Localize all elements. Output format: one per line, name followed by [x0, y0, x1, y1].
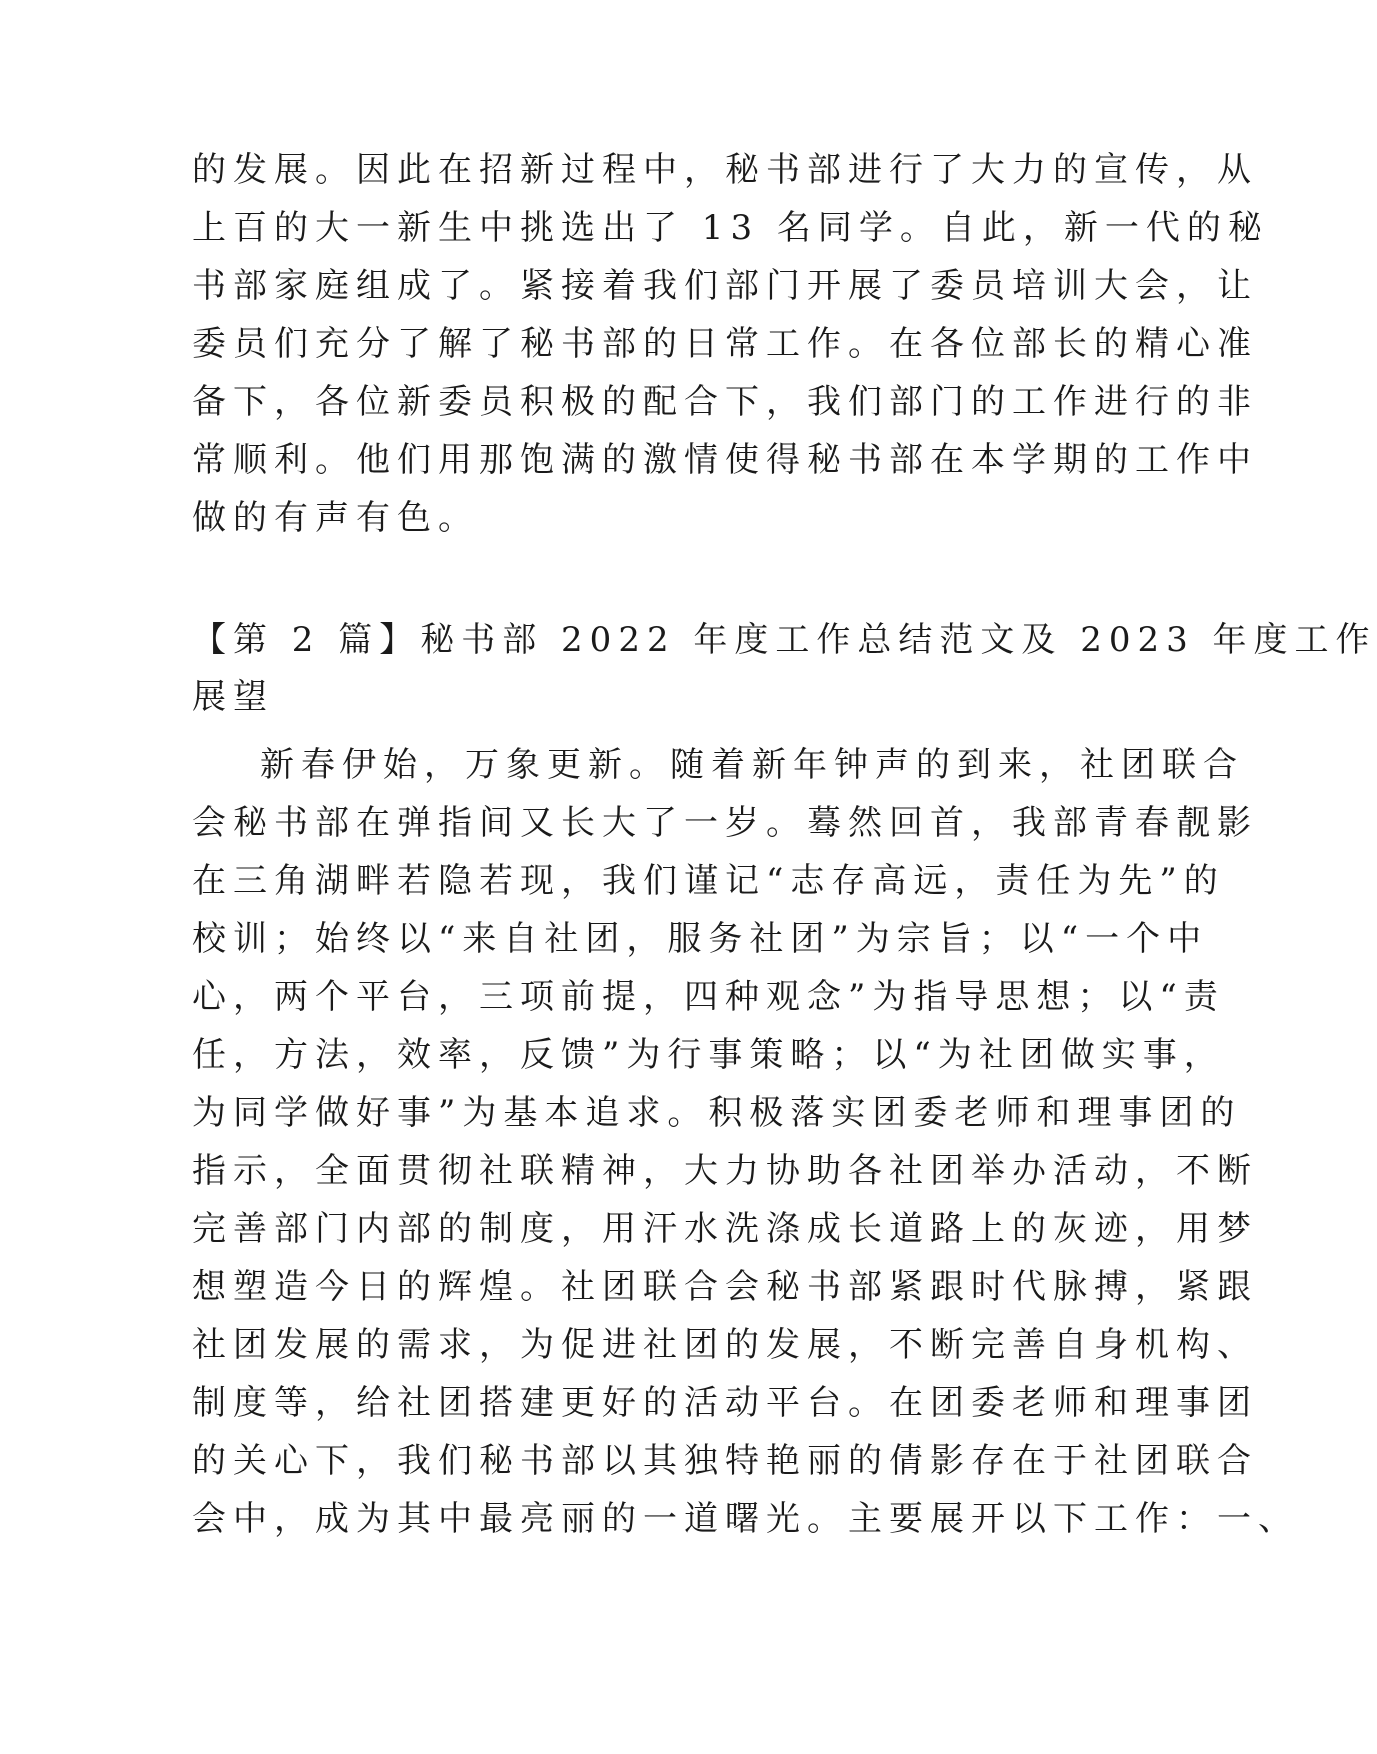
heading-line: 【第 2 篇】秘书部 2022 年度工作总结范文及 2023 年度工作 [192, 620, 1377, 660]
text-line: 想塑造今日的辉煌。社团联合会秘书部紧跟时代脉搏，紧跟 [192, 1267, 1258, 1307]
text-line: 会秘书部在弹指间又长大了一岁。蓦然回首，我部青春靓影 [192, 803, 1258, 843]
text-line: 的发展。因此在招新过程中，秘书部进行了大力的宣传，从 [192, 150, 1258, 190]
text-line: 任，方法，效率，反馈”为行事策略；以“为社团做实事， [192, 1035, 1225, 1075]
text-line: 备下，各位新委员积极的配合下，我们部门的工作进行的非 [192, 382, 1258, 422]
text-line: 做的有声有色。 [192, 498, 479, 538]
text-line: 完善部门内部的制度，用汗水洗涤成长道路上的灰迹，用梦 [192, 1209, 1258, 1249]
text-line: 指示，全面贯彻社联精神，大力协助各社团举办活动，不断 [192, 1151, 1258, 1191]
text-line: 书部家庭组成了。紧接着我们部门开展了委员培训大会，让 [192, 266, 1258, 306]
text-line: 为同学做好事”为基本追求。积极落实团委老师和理事团的 [192, 1093, 1242, 1133]
text-line: 校训；始终以“来自社团，服务社团”为宗旨；以“一个中 [192, 919, 1209, 959]
text-line: 制度等，给社团搭建更好的活动平台。在团委老师和理事团 [192, 1383, 1258, 1423]
text-line: 的关心下，我们秘书部以其独特艳丽的倩影存在于社团联合 [192, 1441, 1258, 1481]
text-line: 常顺利。他们用那饱满的激情使得秘书部在本学期的工作中 [192, 440, 1258, 480]
heading-line: 展望 [192, 677, 274, 717]
text-line: 心，两个平台，三项前提，四种观念”为指导思想；以“责 [192, 977, 1225, 1017]
text-line: 社团发展的需求，为促进社团的发展，不断完善自身机构、 [192, 1325, 1258, 1365]
text-line: 在三角湖畔若隐若现，我们谨记“志存高远，责任为先”的 [192, 861, 1225, 901]
text-line: 上百的大一新生中挑选出了 13 名同学。自此，新一代的秘 [192, 208, 1269, 248]
text-line: 委员们充分了解了秘书部的日常工作。在各位部长的精心准 [192, 324, 1258, 364]
text-line: 会中，成为其中最亮丽的一道曙光。主要展开以下工作：一、 [192, 1499, 1299, 1539]
text-line: 新春伊始，万象更新。随着新年钟声的到来，社团联合 [260, 745, 1244, 785]
